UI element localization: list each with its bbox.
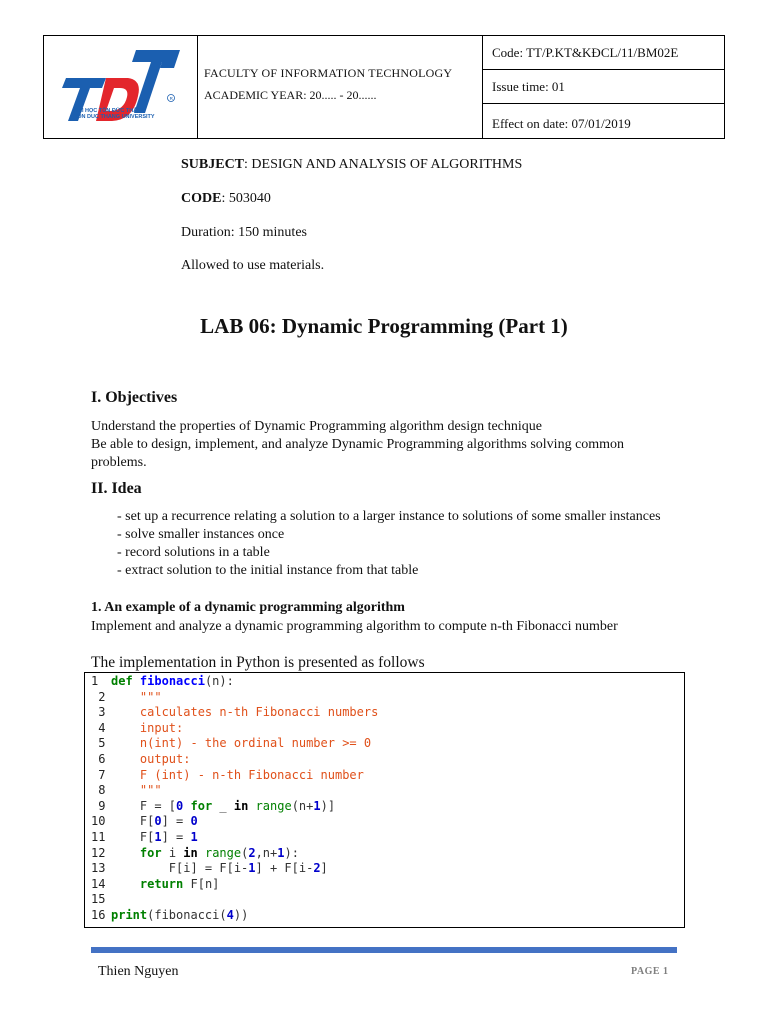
code-line: 2 """ bbox=[91, 689, 162, 704]
issue-time: Issue time: 01 bbox=[483, 70, 724, 104]
doc-code: Code: TT/P.KT&KĐCL/11/BM02E bbox=[483, 36, 724, 70]
implementation-intro: The implementation in Python is presented as follows bbox=[91, 654, 425, 671]
university-logo bbox=[44, 36, 197, 138]
example-heading: 1. An example of a dynamic programming algorithm bbox=[91, 600, 405, 615]
subject-label: SUBJECT bbox=[181, 157, 245, 172]
academic-year: ACADEMIC YEAR: 20..... - 20...... bbox=[204, 88, 377, 102]
code-line: 5 n(int) - the ordinal number >= 0 bbox=[91, 736, 372, 751]
code-line: 16 print(fibonacci(4)) bbox=[91, 908, 249, 922]
objectives-heading: I. Objectives bbox=[91, 389, 178, 406]
logo-caption-en: TON DUC THANG UNIVERSITY bbox=[74, 114, 155, 120]
code-line: 1 def fibonacci(n): bbox=[91, 674, 234, 688]
subject-line bbox=[181, 157, 522, 173]
code-line: 9 F = [0 for _ in range(n+1)] bbox=[91, 798, 336, 813]
code-line bbox=[181, 191, 271, 207]
idea-list bbox=[117, 508, 677, 580]
footer-author: Thien Nguyen bbox=[98, 964, 179, 979]
subject-value: : DESIGN AND ANALYSIS OF ALGORITHMS bbox=[244, 157, 523, 172]
code-line: 10 F[0] = 0 bbox=[91, 814, 198, 829]
faculty-cell bbox=[197, 36, 483, 138]
code-block bbox=[84, 672, 685, 928]
code-line: 4 input: bbox=[91, 720, 184, 735]
code-line: 7 F (int) - n-th Fibonacci number bbox=[91, 767, 364, 782]
duration: Duration: 150 minutes bbox=[181, 225, 307, 240]
code-line: 14 return F[n] bbox=[91, 876, 220, 891]
objectives-line-1: Understand the properties of Dynamic Programming algorithm design technique bbox=[91, 419, 543, 434]
effect-date: Effect on date: 07/01/2019 bbox=[492, 116, 631, 131]
code-line: 3 calculates n-th Fibonacci numbers bbox=[91, 705, 379, 720]
code-line: 6 output: bbox=[91, 752, 191, 766]
materials: Allowed to use materials. bbox=[181, 258, 325, 273]
example-description: Implement and analyze a dynamic programming algorithm to compute n-th Fibonacci number bbox=[91, 619, 618, 634]
code-line: 15 bbox=[91, 892, 106, 907]
idea-heading: II. Idea bbox=[91, 480, 142, 497]
header-table bbox=[43, 35, 725, 139]
code-line: 11 F[1] = 1 bbox=[91, 830, 198, 844]
logo-cell bbox=[44, 36, 198, 138]
code-line: 13 F[i] = F[i-1] + F[i-2] bbox=[91, 861, 328, 876]
doc-info-cell bbox=[483, 36, 724, 138]
lab-title: LAB 06: Dynamic Programming (Part 1) bbox=[200, 314, 568, 338]
svg-text:R: R bbox=[169, 95, 173, 101]
logo-caption-vn: ĐẠI HỌC TÔN ĐỨC THẮNG bbox=[74, 108, 146, 114]
idea-bullet: - extract solution to the initial instance from that table bbox=[117, 563, 419, 578]
objectives-line-2: Be able to design, implement, and analyze Dynamic Programming algorithms solving common problems. bbox=[91, 437, 625, 470]
footer-bar bbox=[91, 947, 677, 953]
page-number: PAGE 1 bbox=[631, 966, 669, 977]
code-value: : 503040 bbox=[221, 191, 271, 206]
idea-bullet: - record solutions in a table bbox=[117, 545, 270, 560]
idea-bullet: - solve smaller instances once bbox=[117, 527, 285, 542]
faculty-name: FACULTY OF INFORMATION TECHNOLOGY bbox=[204, 66, 453, 80]
code-line: 8 """ bbox=[91, 783, 162, 798]
idea-bullet: - set up a recurrence relating a solution to a larger instance to solutions of some smaller instances bbox=[117, 509, 661, 524]
code-line: 12 for i in range(2,n+1): bbox=[91, 845, 299, 860]
code-label: CODE bbox=[181, 191, 222, 206]
